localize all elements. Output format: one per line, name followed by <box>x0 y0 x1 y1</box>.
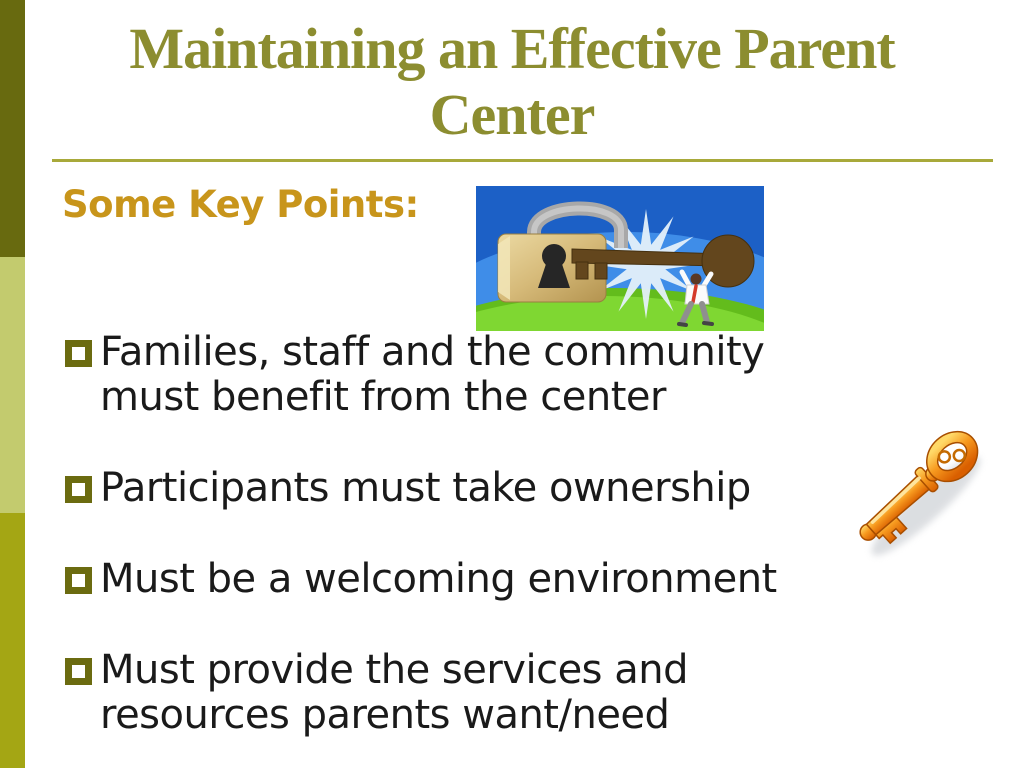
square-bullet-icon <box>65 567 92 594</box>
sidebar-band-bottom <box>0 513 25 768</box>
bullet-text: Participants must take ownership <box>100 465 751 511</box>
bullet-text: Must be a welcoming environment <box>100 556 777 602</box>
sidebar-band-middle <box>0 257 25 513</box>
slide-title <box>30 16 994 148</box>
slide-title-line2: Center <box>429 82 595 147</box>
sidebar-accent-bar <box>0 0 25 768</box>
bullet-item <box>62 648 822 738</box>
bullet-text: Must provide the services and resources parents want/need <box>100 647 688 738</box>
square-bullet-icon <box>65 658 92 685</box>
bullet-item <box>62 330 822 420</box>
square-bullet-icon <box>65 340 92 367</box>
sidebar-band-top <box>0 0 25 257</box>
subtitle: Some Key Points: <box>62 183 419 226</box>
bullet-item <box>62 557 822 602</box>
bullet-list <box>62 330 822 768</box>
bullet-item <box>62 466 822 511</box>
slide-title-line1: Maintaining an Effective Parent <box>129 16 895 81</box>
lock-and-key-illustration-icon <box>476 186 764 331</box>
bullet-text: Families, staff and the community must benefit from the center <box>100 329 765 420</box>
square-bullet-icon <box>65 476 92 503</box>
title-underline <box>52 159 993 162</box>
golden-key-illustration-icon <box>838 424 994 566</box>
